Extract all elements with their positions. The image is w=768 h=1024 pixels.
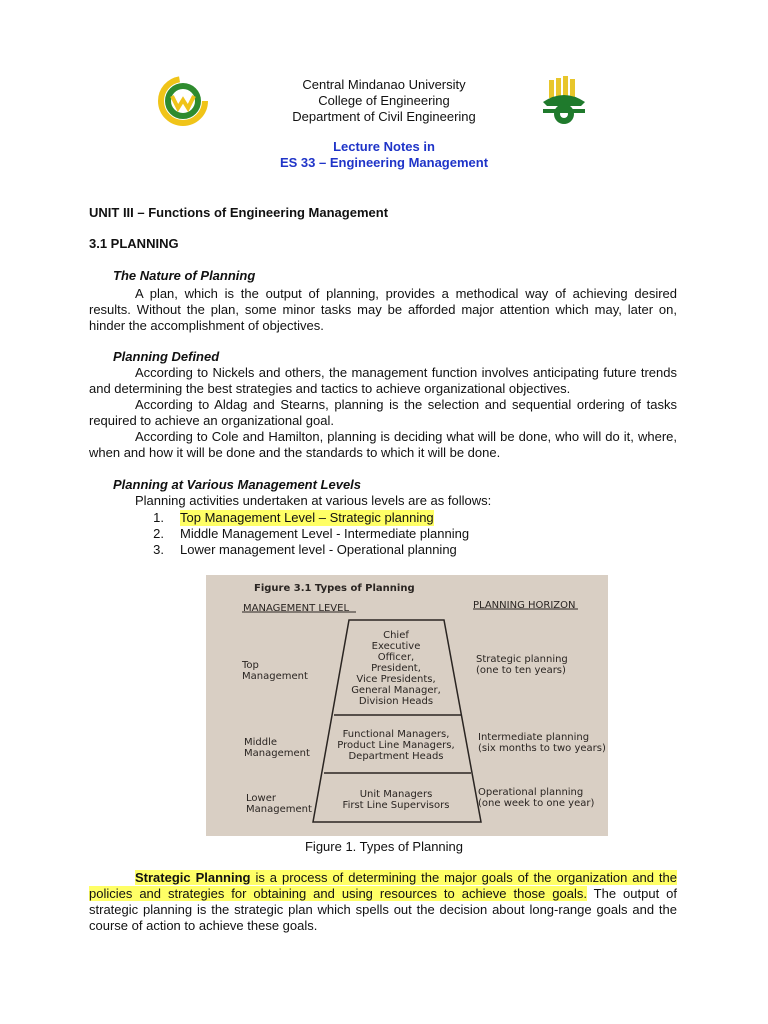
roles-middle: Functional Managers, Product Line Managers, Department Heads [337, 729, 455, 762]
strategic-paragraph [89, 870, 677, 934]
figure-caption: Figure 1. Types of Planning [304, 839, 464, 854]
management-level-header: MANAGEMENT LEVEL [243, 603, 350, 614]
unit-title: UNIT III – Functions of Engineering Management [89, 205, 389, 220]
college-name: College of Engineering [318, 93, 450, 108]
strategic-output: The output of strategic planning is the strategic plan which spells out the decision about long-range goals and the course of action to achieve these goals. [89, 886, 677, 933]
level-lower: Lower Management [246, 793, 312, 815]
lecture-title: Lecture Notes in [333, 139, 435, 154]
strategic-term: Strategic Planning [135, 870, 251, 885]
course-title: ES 33 – Engineering Management [279, 155, 489, 170]
university-name: Central Mindanao University [302, 77, 466, 92]
defined-paragraph-2: According to Aldag and Stearns, planning is the selection and sequential ordering of tasks required to achieve an organizational goal. [89, 397, 677, 428]
section-title: 3.1 PLANNING [89, 236, 179, 251]
types-of-planning-figure [206, 575, 608, 836]
nature-paragraph: A plan, which is the output of planning, provides a methodical way of achieving desired results. Without the plan, some minor tasks may be afforded major attention which may, later on, hinder the accomplishment of objectives. [89, 286, 677, 333]
horizon-intermediate: Intermediate planning (six months to two years) [478, 732, 606, 754]
list-item: 1. Top Management Level – Strategic planning [153, 510, 434, 525]
levels-heading: Planning at Various Management Levels [113, 477, 362, 492]
planning-horizon-header: PLANNING HORIZON [473, 600, 576, 611]
list-item: 2. Middle Management Level - Intermediate planning [153, 526, 470, 541]
list-item: 3. Lower management level - Operational planning [153, 542, 457, 557]
department-name: Department of Civil Engineering [292, 109, 476, 124]
roles-top: Chief Executive Officer, President, Vice Presidents, General Manager, Division Heads [351, 630, 441, 707]
figure-title: Figure 3.1 Types of Planning [254, 583, 415, 594]
nature-heading: The Nature of Planning [113, 268, 256, 283]
levels-intro: Planning activities undertaken at various levels are as follows: [135, 493, 492, 508]
defined-paragraph-3: According to Cole and Hamilton, planning is deciding what will be done, who will do it, where, when and how it will be done and the standards to which it will be done. [89, 429, 677, 460]
defined-paragraph-1: According to Nickels and others, the management function involves anticipating future trends and determining the best strategies and tactics to achieve organizational objectives. [89, 365, 677, 396]
level-middle: Middle Management [244, 737, 310, 759]
horizon-strategic: Strategic planning (one to ten years) [476, 654, 568, 676]
horizon-operational: Operational planning (one week to one year) [478, 787, 595, 809]
roles-lower: Unit Managers First Line Supervisors [342, 789, 450, 811]
defined-heading: Planning Defined [113, 349, 220, 364]
strategic-definition: is a process of determining the major goals of the organization and the policies and strategies for obtaining and using resources to achieve those goals. [89, 870, 677, 901]
levels-list [140, 510, 469, 558]
level-top: Top Management [242, 660, 308, 682]
